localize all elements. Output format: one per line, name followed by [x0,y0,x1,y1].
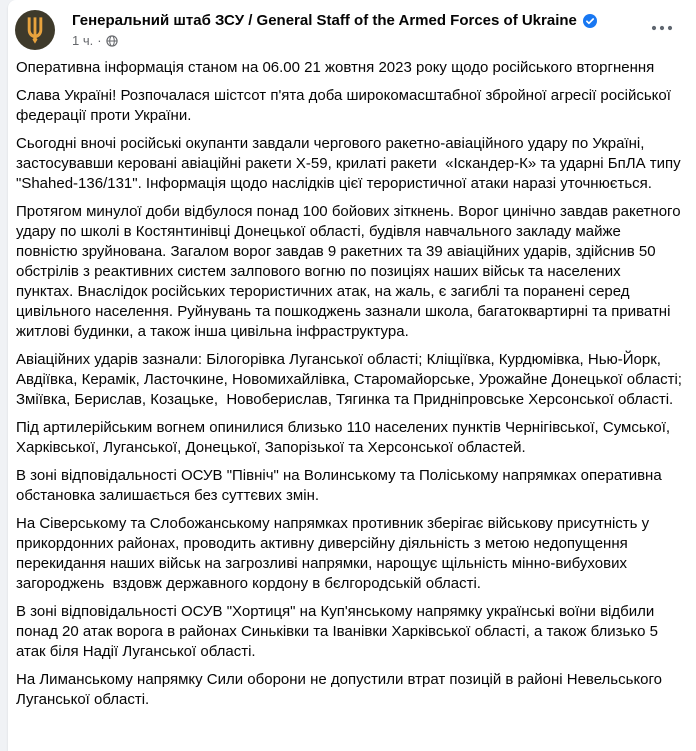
post-paragraph: В зоні відповідальності ОСУВ "Хортиця" на Куп'янському напрямку українські воїни відбили понад 20 атак ворога в районах Синьківки та Іванівки Харківської області, а також близько 5 атак біля Надії Луганської області. [16,603,663,660]
post-header-text [72,10,597,48]
facebook-post-card [8,0,696,751]
post-paragraph: Авіаційних ударів зазнали: Білогорівка Луганської області; Кліщіївка, Курдюмівка, Нью-Йорк, Авдіївка, Керамік, Ласточкине, Новомихайлівка, Старомайорське, Урожайне Донецької області; Зміївка, Берислав, Козацьке, Новоберислав, Тягинка та Придніпровське Херсонської області. [16,351,687,408]
post-paragraph: На Лиманському напрямку Сили оборони не допустили втрат позицій в районі Невельського Луганської області. [16,671,667,708]
globe-icon [106,35,118,47]
post-paragraph: В зоні відповідальності ОСУВ "Північ" на Волинському та Поліському напрямках оперативна обстановка залишається без суттєвих змін. [16,467,666,504]
meta-separator: · [97,33,102,48]
post-timestamp[interactable]: 1 ч. [72,33,94,48]
page-name-row [72,12,597,29]
post-content [8,54,696,724]
post-meta-row [72,33,597,48]
post-paragraph: Під артилерійським вогнем опинилися близько 110 населених пунктів Чернігівської, Сумської, Харківської, Луганської, Донецької, Запорізької та Херсонської областей. [16,419,675,456]
verified-badge-icon [583,14,597,28]
page-avatar[interactable] [15,10,55,50]
more-options-button[interactable] [646,14,678,42]
post-paragraph: Слава Україні! Розпочалася шістсот п'ята доба широкомасштабної збройної агресії російської федерації проти України. [16,87,676,124]
post-header [8,0,696,54]
post-paragraph: На Сіверському та Слобожанському напрямках противник зберігає військову присутність у прикордонних районах, проводить активну диверсійну діяльність з метою недопущення перекидання наших військ на загрозливі напрямки, нарощує щільність мінно-вибухових загороджень вздовж державного кордону в бєлгородській області. [16,515,654,592]
post-paragraph: Протягом минулої доби відбулося понад 100 бойових зіткнень. Ворог цинічно завдав ракетного удару по школі в Костянтинівці Донецької області, будівля навчального закладу майже повністю зруйнована. Загалом ворог завдав 9 ракетних та 39 авіаційних ударів, здійснив 50 обстрілів з реактивних систем залпового вогню по позиціях наших військ та населених пунктах. Внаслідок російських терористичних атак, на жаль, є загиблі та поранені серед цивільного населення. Руйнувань та пошкоджень зазнали школа, багатоквартирні та приватні житлові будинки, а також інша цивільна інфраструктура. [16,203,685,340]
ukraine-trident-icon [24,16,46,44]
post-paragraph: Оперативна інформація станом на 06.00 21 жовтня 2023 року щодо російського вторгнення [16,59,655,76]
ellipsis-icon [651,25,673,31]
post-paragraph: Сьогодні вночі російські окупанти завдали чергового ракетно-авіаційного удару по Україні, застосувавши керовані авіаційні ракети Х-59, крилаті ракети «Іскандер-К» та ударні БпЛА типу "Shahed-136/131". Інформація щодо наслідків цієї терористичної атаки наразі уточнюється. [16,135,685,192]
page-name-link[interactable]: Генеральний штаб ЗСУ / General Staff of the Armed Forces of Ukraine [72,12,577,29]
